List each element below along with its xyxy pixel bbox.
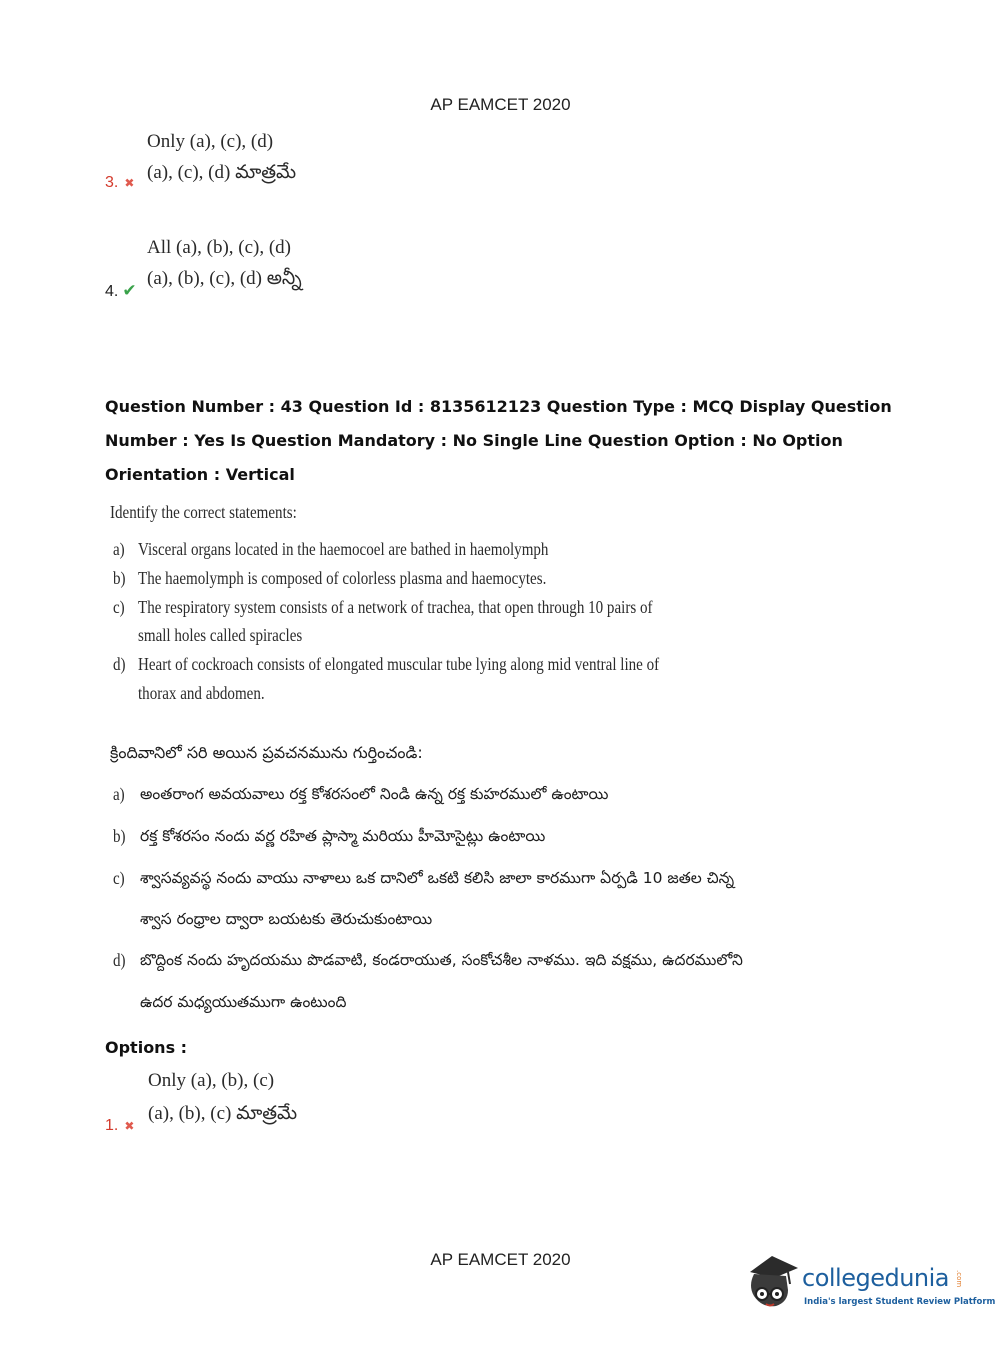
statement-d-english-line-2: thorax and abdomen. xyxy=(138,683,265,703)
cross-icon: ✖ xyxy=(124,1119,135,1133)
option-1-telugu: (a), (b), (c) మాత్రమే xyxy=(148,1103,298,1124)
statement-b-english: The haemolymph is composed of colorless plasma and haemocytes. xyxy=(138,568,547,588)
statement-label-b: b) xyxy=(113,568,126,588)
statement-label-b-telugu: b) xyxy=(113,826,126,846)
statement-d-telugu-line-2: ఉదర మధ్యయుతముగా ఉంటుంది xyxy=(140,993,347,1011)
check-icon: ✔ xyxy=(122,281,137,301)
option-3-number: 3. xyxy=(105,174,119,191)
option-1-marker xyxy=(105,1115,134,1135)
statement-label-d: d) xyxy=(113,654,126,674)
option-3-telugu: (a), (c), (d) మాత్రమే xyxy=(147,162,297,183)
question-meta-line-3: Orientation : Vertical xyxy=(105,465,295,484)
option-4-number: 4. xyxy=(105,283,119,300)
statement-label-d-telugu: d) xyxy=(113,950,126,970)
statement-c-telugu-line-2: శ్వాస రంధ్రాల ద్వారా బయటకు తెరుచుకుంటాయి xyxy=(140,910,433,928)
statement-c-english-line-2: small holes called spiracles xyxy=(138,625,303,645)
option-4-telugu: (a), (b), (c), (d) అన్నీ xyxy=(147,268,302,289)
option-1-number: 1. xyxy=(105,1117,119,1134)
option-4-english: All (a), (b), (c), (d) xyxy=(147,237,292,258)
cross-icon: ✖ xyxy=(124,176,135,190)
statement-b-telugu: రక్త కోశరసం నందు వర్ణ రహిత ప్లాస్మా మరియు హీమోసైట్లు ఉంటాయి xyxy=(140,827,546,845)
question-meta-line-1: Question Number : 43 Question Id : 8135612123 Question Type : MCQ Display Question xyxy=(105,397,892,416)
option-3-marker xyxy=(105,172,134,192)
collegedunia-logo xyxy=(742,1250,996,1320)
question-prompt-telugu: క్రిందివానిలో సరి అయిన ప్రవచనమును గుర్తించండి: xyxy=(110,743,423,762)
page-header: AP EAMCET 2020 xyxy=(430,95,571,114)
page-footer: AP EAMCET 2020 xyxy=(430,1250,571,1269)
statement-a-english: Visceral organs located in the haemocoel are bathed in haemolymph xyxy=(138,539,549,559)
statement-a-telugu: అంతరాంగ అవయవాలు రక్త కోశరసంలో నిండి ఉన్న రక్త కుహరములో ఉంటాయి xyxy=(140,785,609,803)
options-label: Options : xyxy=(105,1038,188,1057)
statement-c-telugu-line-1: శ్వాసవ్యవస్థ నందు వాయు నాళాలు ఒక దానిలో ఒకటి కలిసి జాలా కారముగా ఏర్పడి 10 జతల చిన్న xyxy=(140,869,735,887)
statement-label-a-telugu: a) xyxy=(113,784,125,804)
option-1-english: Only (a), (b), (c) xyxy=(148,1070,275,1091)
statement-d-telugu-line-1: బొద్దింక నందు హృదయము పొడవాటి, కండరాయుత, సంకోచశీల నాళము. ఇది వక్షము, ఉదరములోని xyxy=(140,951,743,969)
statement-c-english-line-1: The respiratory system consists of a network of trachea, that open through 10 pairs of xyxy=(138,597,653,617)
statement-d-english-line-1: Heart of cockroach consists of elongated muscular tube lying along mid ventral line of xyxy=(138,654,660,674)
option-3-english: Only (a), (c), (d) xyxy=(147,131,274,152)
logo-wordmark: collegedunia xyxy=(802,1264,950,1292)
logo-tagline: India's largest Student Review Platform xyxy=(804,1297,996,1307)
statement-label-c: c) xyxy=(113,597,125,617)
option-4-marker xyxy=(105,281,137,301)
statement-label-c-telugu: c) xyxy=(113,868,125,888)
question-meta-line-2: Number : Yes Is Question Mandatory : No Single Line Question Option : No Option xyxy=(105,431,843,450)
logo-domain-suffix: .com xyxy=(955,1270,963,1288)
question-prompt-english: Identify the correct statements: xyxy=(110,502,297,522)
mascot-icon xyxy=(742,1250,802,1312)
statement-label-a: a) xyxy=(113,539,125,559)
